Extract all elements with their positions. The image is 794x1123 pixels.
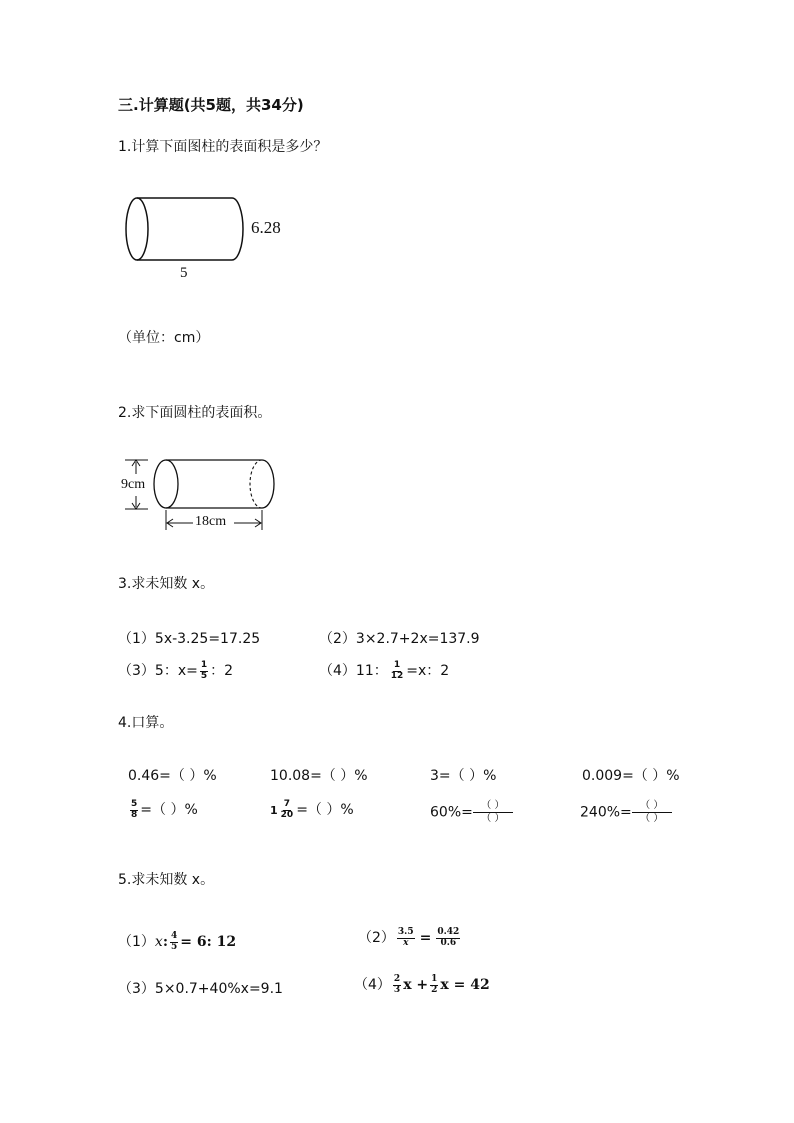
q4-r2c4 — [580, 800, 672, 825]
q5-eq2-rden: 0.6 — [440, 937, 457, 948]
q4-r2c3-blank-bottom: （ ） — [481, 813, 505, 824]
q5-eq3: （3）5×0.7+40%x=9.1 — [118, 981, 283, 997]
q4-r2c2-num: 7 — [283, 799, 291, 810]
q5-eq4-fraction-2 — [430, 975, 438, 995]
q1-unit-note: （单位：cm） — [118, 330, 210, 346]
q3-eq3-num: 1 — [200, 660, 208, 671]
q5-eq1: （1）x: $\frac{4}{5}$ = 6: 12 — [118, 931, 237, 952]
q3-eq4-den: 12 — [390, 670, 404, 681]
q4-r2c2-fraction — [280, 800, 295, 820]
q2-prompt: 2.求下面圆柱的表面积。 — [118, 405, 272, 421]
q4-r2c1 — [128, 800, 198, 820]
q5-eq1-rest: = 6: 12 — [180, 934, 237, 950]
q4-r2c2 — [270, 800, 354, 821]
q5-eq2-eq: = — [419, 930, 432, 946]
q3-eq4-num: 1 — [393, 660, 401, 671]
q4-r2c1-num: 5 — [131, 799, 138, 810]
q5-eq4-d1: 3 — [393, 984, 401, 995]
q5-eq2 — [358, 928, 462, 948]
q4-r2c3 — [430, 800, 513, 825]
q3-eq3 — [118, 661, 233, 681]
q5-eq4-n1: 2 — [393, 974, 401, 985]
q4-r2c1-fraction — [130, 800, 138, 820]
q3-eq3-den: 5 — [200, 670, 208, 681]
q1-length-label: 5 — [180, 265, 188, 281]
q4-r2c4-prefix: 240%= — [580, 804, 632, 821]
q3-eq4-suffix: =x：2 — [406, 663, 450, 679]
q3-eq1: （1）5x-3.25=17.25 — [118, 631, 261, 647]
q5-eq2-label: （2） — [358, 930, 395, 946]
q3-eq4 — [319, 661, 449, 681]
q3-eq3-prefix: （3）5：x= — [118, 663, 198, 679]
q4-r2c2-whole: 1 — [270, 804, 278, 817]
q5-eq1-den: 5 — [171, 941, 178, 952]
q5-eq2-left-fraction — [397, 928, 415, 948]
q5-eq4-label: （4） — [354, 977, 391, 993]
q5-prompt: 5.求未知数 x。 — [118, 872, 215, 888]
q5-eq4-d2: 2 — [431, 984, 438, 995]
q5-eq1-var: x — [154, 934, 163, 950]
q5-eq1-num: 4 — [171, 931, 178, 942]
q4-r2c4-blank-bottom: （ ） — [640, 813, 664, 824]
q3-prompt: 3.求未知数 x。 — [118, 576, 215, 592]
q4-r1c1: 0.46=（ ）% — [128, 768, 217, 784]
q5-eq4-x2: x = 42 — [440, 977, 490, 993]
q4-r2c4-blank-top: （ ） — [632, 800, 672, 813]
q5-eq4-fraction-1 — [393, 975, 401, 995]
q4-r2c3-blank-fraction — [473, 800, 513, 825]
q5-eq2-lden: x — [403, 937, 409, 948]
q4-r1c2: 10.08=（ ）% — [270, 768, 368, 784]
q3-eq4-fraction — [390, 661, 405, 681]
section-title: 三.计算题(共5题，共34分) — [118, 96, 304, 114]
q5-eq2-lnum: 3.5 — [397, 927, 414, 938]
q4-r2c1-den: 8 — [131, 809, 138, 820]
q4-r2c2-den: 20 — [280, 809, 294, 820]
q4-r2c1-suffix: =（ ）% — [140, 802, 198, 818]
q4-r1c4: 0.009=（ ）% — [582, 768, 680, 784]
q5-eq4-x1: x + — [403, 977, 429, 993]
q5-eq4-n2: 1 — [431, 974, 438, 985]
q4-r2c3-prefix: 60%= — [430, 804, 473, 821]
q5-eq1-fraction — [170, 932, 178, 952]
q3-eq3-suffix: ：2 — [210, 663, 234, 679]
q4-r2c4-blank-fraction — [632, 800, 672, 825]
q5-eq2-rnum: 0.42 — [437, 927, 460, 938]
q3-eq2: （2）3×2.7+2x=137.9 — [319, 631, 480, 647]
q5-eq2-right-fraction — [436, 928, 460, 948]
q4-r2c2-suffix: =（ ）% — [296, 802, 354, 818]
q3-eq4-prefix: （4）11： — [319, 663, 388, 679]
q1-height-label: 6.28 — [251, 218, 281, 237]
q4-prompt: 4.口算。 — [118, 715, 174, 731]
q2-diameter-label: 9cm — [121, 477, 146, 492]
q2-length-label: 18cm — [195, 514, 227, 529]
q4-r1c3: 3=（ ）% — [430, 768, 497, 784]
q3-eq3-fraction — [200, 661, 208, 681]
q5-eq1-label: （1） — [118, 934, 155, 950]
q1-prompt: 1.计算下面图柱的表面积是多少？ — [118, 139, 328, 155]
q4-r2c3-blank-top: （ ） — [473, 800, 513, 813]
q5-eq4 — [354, 975, 490, 995]
